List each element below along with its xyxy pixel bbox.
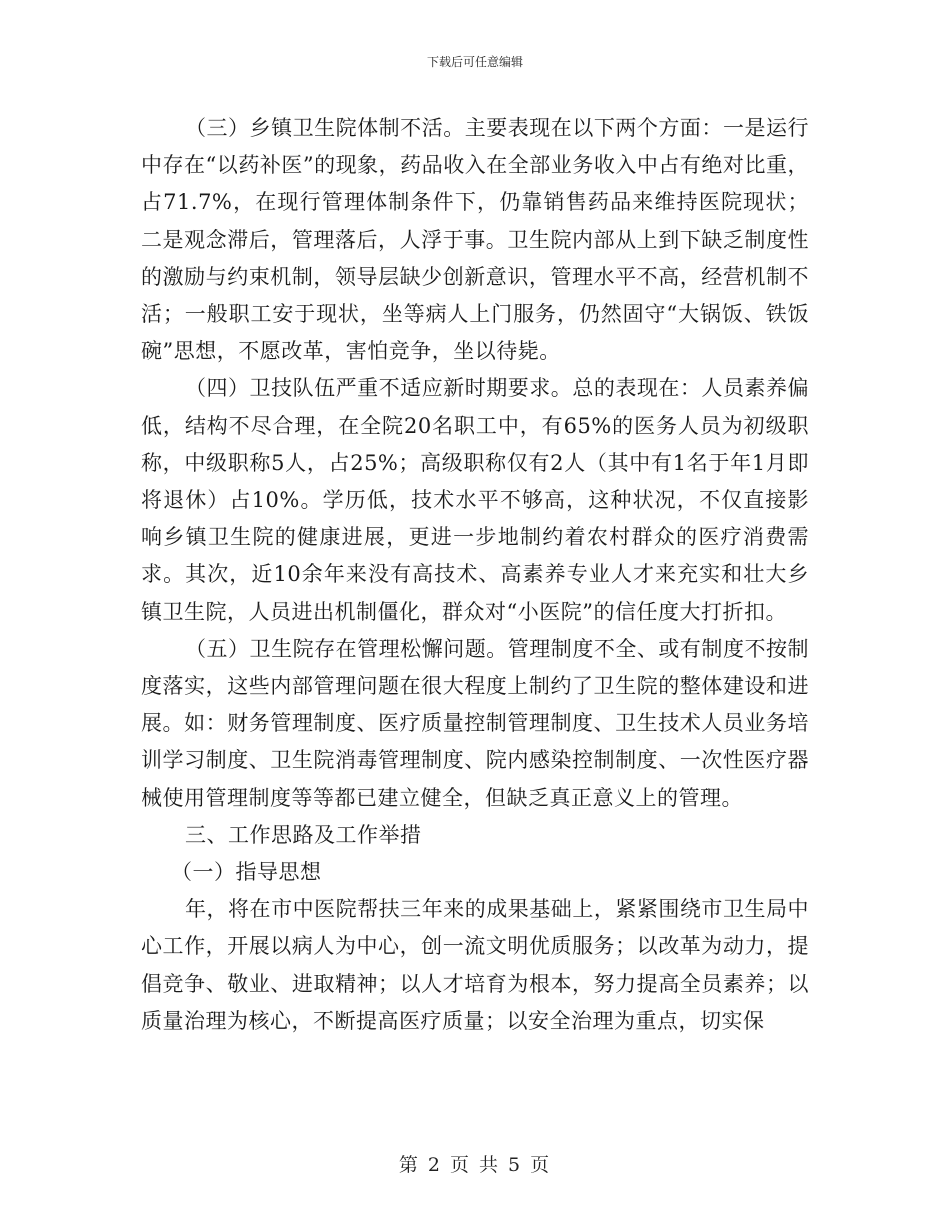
- page-header-note: 下载后可任意编辑: [426, 55, 523, 69]
- document-body: [141, 110, 809, 1040]
- paragraph-system-issues: （三）乡镇卫生院体制不活。主要表现在以下两个方面：一是运行中存在“以药补医”的现象，药品收入在全部业务收入中占有绝对比重，占71.7%，在现行管理体制条件下，仍靠销售药品来维持医院现状；二是观念滞后，管理落后，人浮于事。卫生院内部从上到下缺乏制度性的激励与约束机制，领导层缺少创新意识，管理水平不高，经营机制不活；一般职工安于现状，坐等病人上门服务，仍然固守“大锅饭、铁饭碗”思想，不愿改革，害怕竞争，坐以待毙。: [141, 116, 809, 364]
- sub-heading: （一）指导思想: [171, 860, 322, 885]
- section-heading: 三、工作思路及工作举措: [185, 822, 422, 847]
- page-number-footer: 第 2 页 共 5 页: [398, 1154, 552, 1176]
- paragraph-guiding-thought: 年，将在市中医院帮扶三年来的成果基础上，紧紧围绕市卫生局中心工作，开展以病人为中心，创一流文明优质服务；以改革为动力，提倡竞争、敬业、进取精神；以人才培育为根本，努力提高全员素养；以质量治理为核心，不断提高医疗质量；以安全治理为重点，切实保: [141, 897, 809, 1033]
- paragraph-staff-issues: （四）卫技队伍严重不适应新时期要求。总的表现在：人员素养偏低，结构不尽合理，在全院20名职工中，有65%的医务人员为初级职称，中级职称5人，占25%；高级职称仅有2人（其中有1名于年1月即将退休）占10%。学历低，技术水平不够高，这种状况，不仅直接影响乡镇卫生院的健康进展，更进一步地制约着农村群众的医疗消费需求。其次，近10余年来没有高技术、高素养专业人才来充实和壮大乡镇卫生院，人员进出机制僵化，群众对“小医院”的信任度大打折扣。: [141, 376, 809, 624]
- paragraph-management-issues: （五）卫生院存在管理松懈问题。管理制度不全、或有制度不按制度落实，这些内部管理问题在很大程度上制约了卫生院的整体建设和进展。如：财务管理制度、医疗质量控制管理制度、卫生技术人员业务培训学习制度、卫生院消毒管理制度、院内感染控制制度、一次性医疗器械使用管理制度等等都已建立健全，但缺乏真正意义上的管理。: [141, 636, 809, 810]
